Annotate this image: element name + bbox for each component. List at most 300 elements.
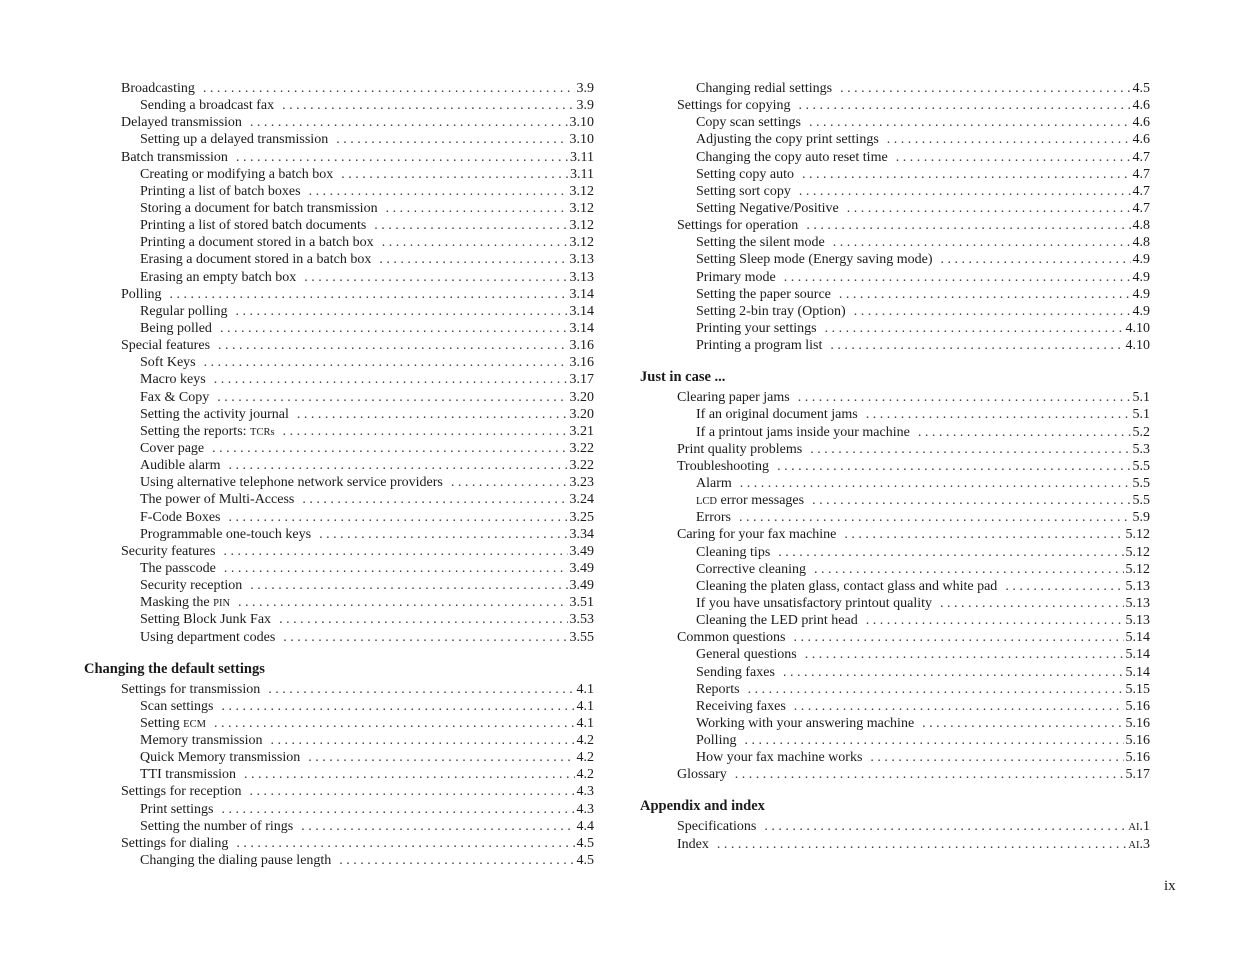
toc-entry-page-number: 4.1: [576, 698, 594, 714]
dot-leader: [236, 149, 568, 166]
toc-entry-page-number: 4.3: [576, 801, 594, 817]
toc-entry-title-text: Setting the paper source: [696, 286, 831, 302]
toc-entry-title: [140, 354, 204, 371]
dot-leader: [250, 783, 575, 800]
toc-entry-title: [140, 371, 214, 388]
toc-entry-page-number: 3.12: [569, 235, 594, 251]
toc-entry[interactable]: [84, 681, 594, 698]
toc-entry-title-text: Reports: [696, 681, 740, 697]
toc-entry-page-number: 4.7: [1132, 183, 1150, 199]
toc-entry-page: [1124, 526, 1151, 543]
toc-entry-title: [140, 406, 297, 423]
toc-entry[interactable]: [84, 80, 594, 97]
toc-entry[interactable]: [640, 475, 1150, 492]
dot-leader: [250, 577, 567, 594]
dot-leader: [918, 424, 1131, 441]
toc-entry[interactable]: [84, 715, 594, 732]
toc-entry-page-number: 5.12: [1125, 544, 1150, 560]
toc-entry-title-text: error messages: [717, 493, 805, 509]
toc-entry-page-number: 4.10: [1125, 320, 1150, 336]
toc-entry-page-number: 3.16: [569, 338, 594, 354]
toc-entry-title-text: Memory transmission: [140, 733, 263, 749]
toc-entry-page-number: 4.5: [1132, 81, 1150, 96]
toc-entry[interactable]: [640, 492, 1150, 509]
toc-entry-page-number: 3.17: [569, 372, 594, 388]
dot-leader: [735, 766, 1124, 783]
toc-entry[interactable]: [640, 337, 1150, 354]
toc-entry[interactable]: [84, 337, 594, 354]
toc-entry[interactable]: [84, 577, 594, 594]
toc-entry[interactable]: [640, 509, 1150, 526]
toc-entry-title-text: Glossary: [677, 767, 727, 783]
toc-entry-title-text: Security features: [121, 543, 216, 559]
toc-entry-page: [575, 835, 595, 852]
toc-entry-page-prefix: AI: [1128, 839, 1140, 851]
toc-entry[interactable]: [640, 269, 1150, 286]
toc-entry[interactable]: [640, 97, 1150, 114]
toc-entry-page: [568, 594, 595, 611]
toc-entry[interactable]: [640, 166, 1150, 183]
toc-entry-title: [140, 749, 308, 766]
toc-entry-title: [140, 526, 319, 543]
toc-entry-page-number: 5.5: [1132, 493, 1150, 509]
toc-entry-page-number: 4.8: [1132, 235, 1150, 251]
toc-entry-title-text: Common questions: [677, 630, 786, 646]
toc-entry[interactable]: [84, 234, 594, 251]
toc-entry-page: [1131, 441, 1151, 458]
toc-entry-page: [1124, 646, 1151, 663]
toc-entry-page: [575, 766, 595, 783]
toc-entry[interactable]: [640, 114, 1150, 131]
toc-entry-title: [696, 286, 839, 303]
toc-entry[interactable]: [84, 217, 594, 234]
toc-entry-title: [140, 251, 379, 268]
toc-entry-page-number: 3.10: [569, 132, 594, 148]
toc-entry[interactable]: [84, 629, 594, 646]
toc-entry[interactable]: [84, 440, 594, 457]
toc-entry[interactable]: [84, 354, 594, 371]
toc-entry[interactable]: [84, 457, 594, 474]
dot-leader: [223, 543, 567, 560]
toc-entry-title-text: Settings for reception: [121, 784, 242, 800]
toc-entry[interactable]: [84, 269, 594, 286]
toc-entry-title: [696, 595, 940, 612]
toc-entry-page: [1126, 836, 1150, 853]
toc-entry-page: [1124, 544, 1151, 561]
toc-entry[interactable]: [640, 836, 1150, 853]
dot-leader: [220, 320, 568, 337]
toc-entry-title-text: Soft Keys: [140, 355, 196, 371]
toc-entry-title: [140, 183, 309, 200]
toc-entry-page-number: 3.49: [569, 578, 594, 594]
toc-entry[interactable]: [84, 698, 594, 715]
toc-entry[interactable]: [640, 646, 1150, 663]
toc-entry-page-number: 4.10: [1125, 338, 1150, 354]
toc-entry-page: [568, 371, 595, 388]
toc-entry-title: [140, 766, 244, 783]
toc-entry-title: [140, 698, 222, 715]
toc-entry-title: [121, 681, 268, 698]
toc-entry-page: [1126, 818, 1150, 835]
toc-entry-page-number: 3.13: [569, 252, 594, 268]
toc-entry-page: [575, 80, 595, 97]
toc-entry-page-number: 3.24: [569, 492, 594, 508]
toc-entry-title: [696, 749, 870, 766]
toc-entry[interactable]: [640, 149, 1150, 166]
toc-entry[interactable]: [84, 543, 594, 560]
toc-entry-page: [568, 440, 595, 457]
dot-leader: [204, 354, 568, 371]
toc-entry[interactable]: [640, 698, 1150, 715]
toc-entry-page: [1131, 303, 1151, 320]
dot-leader: [212, 440, 567, 457]
dot-leader: [740, 475, 1131, 492]
toc-entry-page: [575, 818, 595, 835]
toc-entry[interactable]: [640, 749, 1150, 766]
toc-entry[interactable]: [84, 491, 594, 508]
dot-leader: [283, 629, 567, 646]
toc-entry[interactable]: [640, 183, 1150, 200]
toc-entry-title: [121, 783, 250, 800]
toc-entry-title-text: Polling: [696, 733, 737, 749]
toc-entry-title-text: Cleaning tips: [696, 544, 771, 560]
toc-entry-title-text: Setting copy auto: [696, 166, 794, 182]
toc-entry-page-number: 4.2: [576, 750, 594, 766]
toc-entry[interactable]: [84, 526, 594, 543]
toc-entry-page-number: 3.20: [569, 406, 594, 422]
toc-entry-page-number: 4.9: [1132, 286, 1150, 302]
toc-entry[interactable]: [640, 217, 1150, 234]
dot-leader: [805, 646, 1124, 663]
toc-entry[interactable]: [84, 286, 594, 303]
toc-entry-title: [140, 852, 339, 869]
toc-entry[interactable]: [640, 526, 1150, 543]
toc-entry-page-number: 3.49: [569, 560, 594, 576]
toc-entry-title: [696, 509, 739, 526]
toc-entry[interactable]: [84, 183, 594, 200]
toc-entry-page: [568, 114, 595, 131]
toc-entry-page: [1124, 629, 1151, 646]
toc-entry[interactable]: [640, 406, 1150, 423]
toc-entry-title-text: Batch transmission: [121, 149, 228, 165]
dot-leader: [887, 131, 1131, 148]
toc-entry[interactable]: [84, 114, 594, 131]
dot-leader: [840, 80, 1130, 97]
dot-leader: [794, 629, 1124, 646]
toc-entry-page: [1124, 749, 1151, 766]
toc-entry-page-number: 4.6: [1132, 132, 1150, 148]
toc-entry-title: [696, 183, 799, 200]
dot-leader: [297, 406, 568, 423]
toc-entry[interactable]: [84, 594, 594, 611]
toc-entry[interactable]: [84, 611, 594, 628]
toc-entry[interactable]: [640, 664, 1150, 681]
toc-entry-title-text: Being polled: [140, 320, 212, 336]
toc-entry-page-number: 5.16: [1125, 698, 1150, 714]
dot-leader: [236, 835, 574, 852]
toc-entry-title-text: Setting Sleep mode (Energy saving mode): [696, 252, 933, 268]
toc-entry-page-number: 3.51: [569, 595, 594, 611]
toc-entry-title-text: Adjusting the copy print settings: [696, 132, 879, 148]
toc-right-column: [640, 80, 1150, 853]
toc-entry-page-number: 4.1: [576, 681, 594, 697]
toc-entry-title: [140, 389, 217, 406]
toc-entry-title: [696, 544, 778, 561]
toc-entry-page: [568, 286, 595, 303]
toc-entry-page-number: 5.13: [1125, 595, 1150, 611]
toc-entry-page-number: 5.5: [1132, 475, 1150, 491]
toc-entry-title: [696, 251, 941, 268]
toc-entry-title: [696, 337, 830, 354]
dot-leader: [228, 457, 567, 474]
toc-entry-page: [575, 783, 595, 800]
toc-entry[interactable]: [640, 200, 1150, 217]
toc-entry-title: [696, 114, 809, 131]
toc-entry[interactable]: [640, 251, 1150, 268]
toc-entry[interactable]: [640, 320, 1150, 337]
toc-entry-title-abbrev: ECM: [183, 718, 206, 730]
dot-leader: [339, 852, 574, 869]
toc-entry-title-text: F-Code Boxes: [140, 509, 221, 525]
toc-entry[interactable]: [84, 783, 594, 800]
toc-entry-title-text: General questions: [696, 647, 797, 663]
toc-entry-page-number: .1: [1139, 819, 1150, 835]
toc-entry[interactable]: [84, 766, 594, 783]
toc-entry[interactable]: [84, 303, 594, 320]
toc-entry-page-number: 4.6: [1132, 115, 1150, 131]
toc-entry[interactable]: [640, 681, 1150, 698]
toc-entry-page-number: 5.13: [1125, 578, 1150, 594]
toc-entry-page: [575, 97, 595, 114]
toc-entry-title-text: Security reception: [140, 578, 243, 594]
toc-entry-page: [568, 509, 595, 526]
toc-entry[interactable]: [84, 200, 594, 217]
toc-entry-title: [121, 835, 236, 852]
toc-entry-title-text: Setting Block Junk Fax: [140, 612, 272, 628]
toc-entry[interactable]: [640, 612, 1150, 629]
toc-entry-title-text: Setting Negative/Positive: [696, 200, 839, 216]
toc-entry-page-number: 3.11: [570, 166, 594, 182]
toc-entry-title: [696, 681, 748, 698]
toc-entry-title-text: Storing a document for batch transmission: [140, 200, 378, 216]
toc-entry-page: [568, 320, 595, 337]
toc-entry-title: [140, 594, 238, 611]
toc-entry[interactable]: [84, 560, 594, 577]
toc-entry-title: [677, 458, 777, 475]
toc-entry-page-number: 5.13: [1125, 613, 1150, 629]
toc-entry-page: [1124, 561, 1151, 578]
toc-entry-page-number: 3.11: [570, 149, 594, 165]
toc-entry[interactable]: [84, 166, 594, 183]
toc-entry-title: [696, 424, 918, 441]
toc-entry-page: [1131, 217, 1151, 234]
toc-entry-title-text: Errors: [696, 510, 731, 526]
dot-leader: [809, 114, 1131, 131]
toc-entry[interactable]: [84, 251, 594, 268]
toc-entry-page-number: 3.14: [569, 320, 594, 336]
toc-entry[interactable]: [640, 561, 1150, 578]
toc-entry[interactable]: [84, 835, 594, 852]
toc-entry-title: [696, 475, 740, 492]
toc-entry-page-number: 3.9: [576, 81, 594, 96]
toc-entry[interactable]: [640, 286, 1150, 303]
toc-entry-page: [568, 251, 595, 268]
toc-entry[interactable]: [640, 424, 1150, 441]
toc-entry-page: [568, 543, 595, 560]
toc-entry-page: [1124, 578, 1151, 595]
toc-entry[interactable]: [84, 97, 594, 114]
toc-entry[interactable]: [84, 509, 594, 526]
dot-leader: [236, 303, 568, 320]
dot-leader: [238, 594, 567, 611]
toc-entry-title: [696, 131, 887, 148]
toc-entry-title-text: If you have unsatisfactory printout quality: [696, 595, 932, 611]
dot-leader: [169, 286, 567, 303]
toc-entry-title-text: Index: [677, 836, 709, 852]
toc-entry[interactable]: [640, 389, 1150, 406]
dot-leader: [224, 560, 568, 577]
section-heading: Changing the default settings: [84, 660, 265, 677]
toc-entry-title-text: Changing the copy auto reset time: [696, 149, 888, 165]
toc-entry-title: [677, 629, 794, 646]
toc-entry-page-number: 3.34: [569, 526, 594, 542]
toc-entry-page-number: 5.16: [1125, 733, 1150, 749]
toc-entry-title-text: Programmable one-touch keys: [140, 526, 312, 542]
toc-entry-page-number: 4.5: [576, 853, 594, 869]
toc-entry[interactable]: [84, 406, 594, 423]
toc-entry-title-text: Delayed transmission: [121, 115, 242, 131]
toc-entry-title: [140, 611, 279, 628]
toc-entry-page: [1131, 200, 1151, 217]
toc-entry-page-number: 4.3: [576, 784, 594, 800]
toc-entry[interactable]: [640, 578, 1150, 595]
toc-entry[interactable]: [84, 320, 594, 337]
toc-entry-title: [121, 114, 250, 131]
toc-entry-page-number: 3.14: [569, 286, 594, 302]
toc-entry[interactable]: [640, 234, 1150, 251]
toc-entry[interactable]: [640, 131, 1150, 148]
dot-leader: [279, 611, 567, 628]
toc-entry-page: [1131, 234, 1151, 251]
toc-entry[interactable]: [640, 715, 1150, 732]
toc-entry[interactable]: [640, 303, 1150, 320]
dot-leader: [203, 80, 575, 97]
toc-entry[interactable]: [640, 766, 1150, 783]
toc-entry-title: [121, 80, 203, 97]
toc-entry[interactable]: [640, 441, 1150, 458]
toc-entry-page-number: 5.2: [1132, 424, 1150, 440]
toc-entry-title-text: Creating or modifying a batch box: [140, 166, 334, 182]
toc-entry-page: [568, 629, 595, 646]
toc-entry[interactable]: [84, 149, 594, 166]
toc-entry-title-text: Printing a program list: [696, 338, 823, 354]
toc-entry-title: [696, 612, 866, 629]
toc-entry-page: [568, 303, 595, 320]
toc-entry-title: [140, 440, 212, 457]
toc-entry-page: [568, 354, 595, 371]
toc-entry[interactable]: [84, 131, 594, 148]
dot-leader: [783, 664, 1124, 681]
toc-entry-page: [1131, 458, 1151, 475]
toc-entry-title-text: Settings for dialing: [121, 835, 229, 851]
toc-entry-title-text: The power of Multi-Access: [140, 492, 295, 508]
toc-entry-page: [1124, 681, 1151, 698]
toc-entry-title: [696, 269, 784, 286]
toc-entry-page-number: 5.3: [1132, 441, 1150, 457]
toc-entry-page: [1124, 612, 1151, 629]
dot-leader: [250, 114, 568, 131]
toc-entry-title: [696, 732, 744, 749]
toc-entry[interactable]: [84, 371, 594, 388]
toc-entry-title: [696, 166, 802, 183]
toc-entry-title: [696, 80, 840, 97]
toc-entry[interactable]: [84, 852, 594, 869]
toc-entry-page-number: 5.9: [1132, 510, 1150, 526]
toc-entry[interactable]: [640, 544, 1150, 561]
toc-entry-page-number: 5.14: [1125, 647, 1150, 663]
toc-entry[interactable]: [84, 732, 594, 749]
toc-entry-page: [1131, 131, 1151, 148]
toc-entry-title: [140, 474, 451, 491]
toc-left-column: [84, 80, 594, 869]
toc-entry-page-number: 4.9: [1132, 252, 1150, 268]
toc-entry-page: [575, 852, 595, 869]
toc-entry-title-text: Print quality problems: [677, 441, 803, 457]
toc-entry-page: [575, 715, 595, 732]
toc-entry[interactable]: [640, 80, 1150, 97]
toc-entry-title-text: Fax & Copy: [140, 389, 210, 405]
toc-entry-title: [121, 543, 223, 560]
toc-entry-page: [568, 577, 595, 594]
toc-entry-page: [1124, 732, 1151, 749]
toc-entry[interactable]: [640, 818, 1150, 835]
toc-entry-title-text: TTI transmission: [140, 767, 237, 783]
toc-entry[interactable]: [84, 389, 594, 406]
dot-leader: [229, 509, 568, 526]
dot-leader: [833, 234, 1131, 251]
toc-entry-page-number: 3.23: [569, 475, 594, 491]
toc-entry[interactable]: [640, 629, 1150, 646]
toc-entry-title: [140, 732, 271, 749]
toc-entry-page: [1124, 664, 1151, 681]
toc-entry-title: [696, 698, 794, 715]
toc-entry-title: [140, 166, 341, 183]
toc-entry-page: [1131, 389, 1151, 406]
toc-entry-page-number: 4.2: [576, 767, 594, 783]
toc-entry-title: [140, 801, 222, 818]
page-number: ix: [1164, 878, 1176, 894]
dot-leader: [744, 732, 1123, 749]
toc-entry-page-number: 4.9: [1132, 303, 1150, 319]
toc-entry[interactable]: [84, 423, 594, 440]
dot-leader: [778, 544, 1123, 561]
toc-entry[interactable]: [84, 801, 594, 818]
toc-entry-page-number: 3.14: [569, 303, 594, 319]
toc-entry[interactable]: [640, 595, 1150, 612]
toc-entry[interactable]: [84, 749, 594, 766]
toc-entry-page-number: 4.8: [1132, 218, 1150, 234]
toc-entry[interactable]: [84, 818, 594, 835]
toc-entry-page: [568, 200, 595, 217]
toc-entry[interactable]: [640, 458, 1150, 475]
toc-entry-page-number: 3.22: [569, 458, 594, 474]
toc-entry[interactable]: [640, 732, 1150, 749]
toc-entry-title-text: Setting 2-bin tray (Option): [696, 303, 846, 319]
toc-entry-title-text: If an original document jams: [696, 407, 858, 423]
dot-leader: [301, 818, 574, 835]
toc-entry[interactable]: [84, 474, 594, 491]
dot-leader: [866, 612, 1124, 629]
